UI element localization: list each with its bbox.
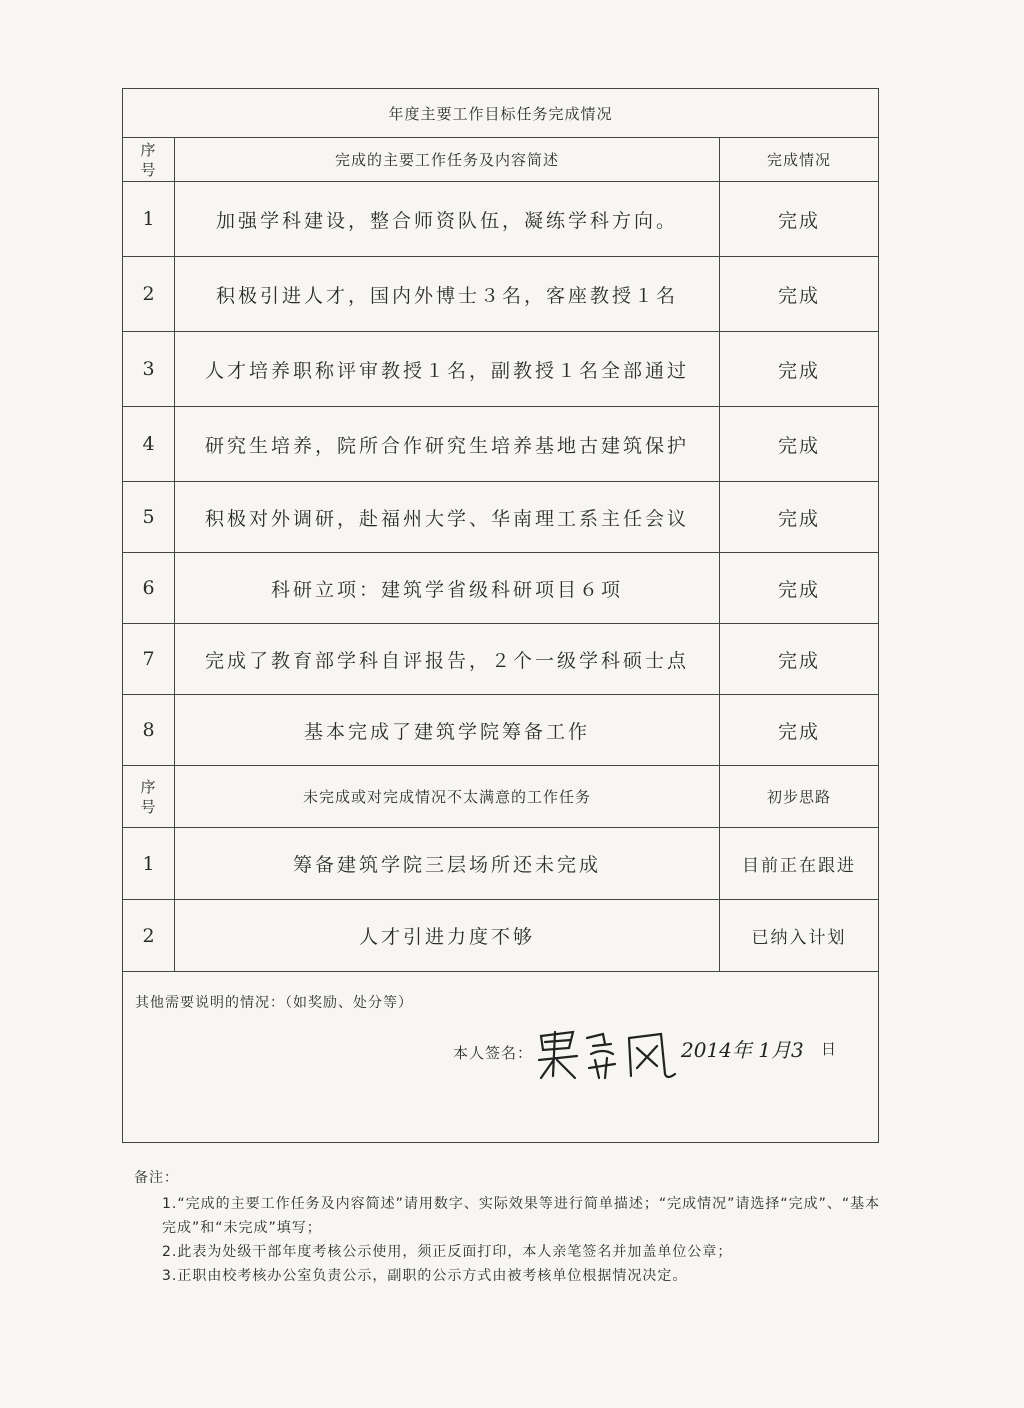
row-num: 2 xyxy=(123,257,175,332)
row-status: 完成 xyxy=(720,553,879,624)
header-num xyxy=(123,138,175,182)
other-notes-cell xyxy=(123,972,879,1143)
table-row xyxy=(123,482,879,553)
row-idea: 目前正在跟进 xyxy=(720,828,879,900)
table-row xyxy=(123,828,879,900)
table-row xyxy=(123,332,879,407)
header-num-top: 序 xyxy=(140,140,157,159)
header2-num xyxy=(123,766,175,828)
row-task: 人才培养职称评审教授１名，副教授１名全部通过 xyxy=(175,332,720,407)
row-task: 积极对外调研，赴福州大学、华南理工系主任会议 xyxy=(175,482,720,553)
header2-idea: 初步思路 xyxy=(720,766,879,828)
table-row xyxy=(123,624,879,695)
row-num: 1 xyxy=(123,182,175,257)
row-task: 基本完成了建筑学院筹备工作 xyxy=(175,695,720,766)
notes-heading: 备注： xyxy=(134,1170,179,1186)
row-num: 2 xyxy=(123,900,175,972)
header2-num-bottom: 号 xyxy=(140,797,157,816)
handwritten-date: 2014年 1月3 xyxy=(681,1038,804,1062)
row-num: 5 xyxy=(123,482,175,553)
completed-header-row xyxy=(123,138,879,182)
row-idea: 已纳入计划 xyxy=(720,900,879,972)
table-row xyxy=(123,182,879,257)
other-label: 其他需要说明的情况：（如奖励、处分等） xyxy=(135,995,413,1011)
row-num: 3 xyxy=(123,332,175,407)
note-item-1: 1.“完成的主要工作任务及内容简述”请用数字、实际效果等进行简单描述；“完成情况”请选择“完成”、“基本完成”和“未完成”填写； xyxy=(162,1196,881,1236)
signature-label: 本人签名： xyxy=(453,1044,534,1062)
row-status: 完成 xyxy=(720,695,879,766)
row-status: 完成 xyxy=(720,482,879,553)
table-row xyxy=(123,900,879,972)
uncompleted-header-row xyxy=(123,766,879,828)
row-task: 筹备建筑学院三层场所还未完成 xyxy=(175,828,720,900)
assessment-table xyxy=(122,88,879,1143)
row-task: 加强学科建设，整合师资队伍，凝练学科方向。 xyxy=(175,182,720,257)
row-task: 人才引进力度不够 xyxy=(175,900,720,972)
header2-task: 未完成或对完成情况不太满意的工作任务 xyxy=(175,766,720,828)
row-status: 完成 xyxy=(720,332,879,407)
row-num: 6 xyxy=(123,553,175,624)
row-status: 完成 xyxy=(720,407,879,482)
header2-num-top: 序 xyxy=(140,777,157,796)
header-task: 完成的主要工作任务及内容简述 xyxy=(175,138,720,182)
handwritten-signature xyxy=(533,1024,683,1084)
table-title: 年度主要工作目标任务完成情况 xyxy=(123,89,879,138)
row-task: 积极引进人才，国内外博士３名，客座教授１名 xyxy=(175,257,720,332)
row-num: 4 xyxy=(123,407,175,482)
table-row xyxy=(123,553,879,624)
table-row xyxy=(123,695,879,766)
row-num: 7 xyxy=(123,624,175,695)
note-item-2: 2.此表为处级干部年度考核公示使用，须正反面打印，本人亲笔签名并加盖单位公章； xyxy=(162,1244,733,1260)
notes-section xyxy=(134,1166,894,1288)
header-num-bottom: 号 xyxy=(140,160,157,179)
row-num: 8 xyxy=(123,695,175,766)
table-row xyxy=(123,407,879,482)
row-status: 完成 xyxy=(720,257,879,332)
row-task: 科研立项：建筑学省级科研项目６项 xyxy=(175,553,720,624)
row-num: 1 xyxy=(123,828,175,900)
date-day-label: 日 xyxy=(821,1040,837,1058)
row-task: 研究生培养，院所合作研究生培养基地古建筑保护 xyxy=(175,407,720,482)
row-task: 完成了教育部学科自评报告，２个一级学科硕士点 xyxy=(175,624,720,695)
row-status: 完成 xyxy=(720,624,879,695)
table-row xyxy=(123,257,879,332)
row-status: 完成 xyxy=(720,182,879,257)
header-status: 完成情况 xyxy=(720,138,879,182)
note-item-3: 3.正职由校考核办公室负责公示，副职的公示方式由被考核单位根据情况决定。 xyxy=(162,1268,688,1284)
